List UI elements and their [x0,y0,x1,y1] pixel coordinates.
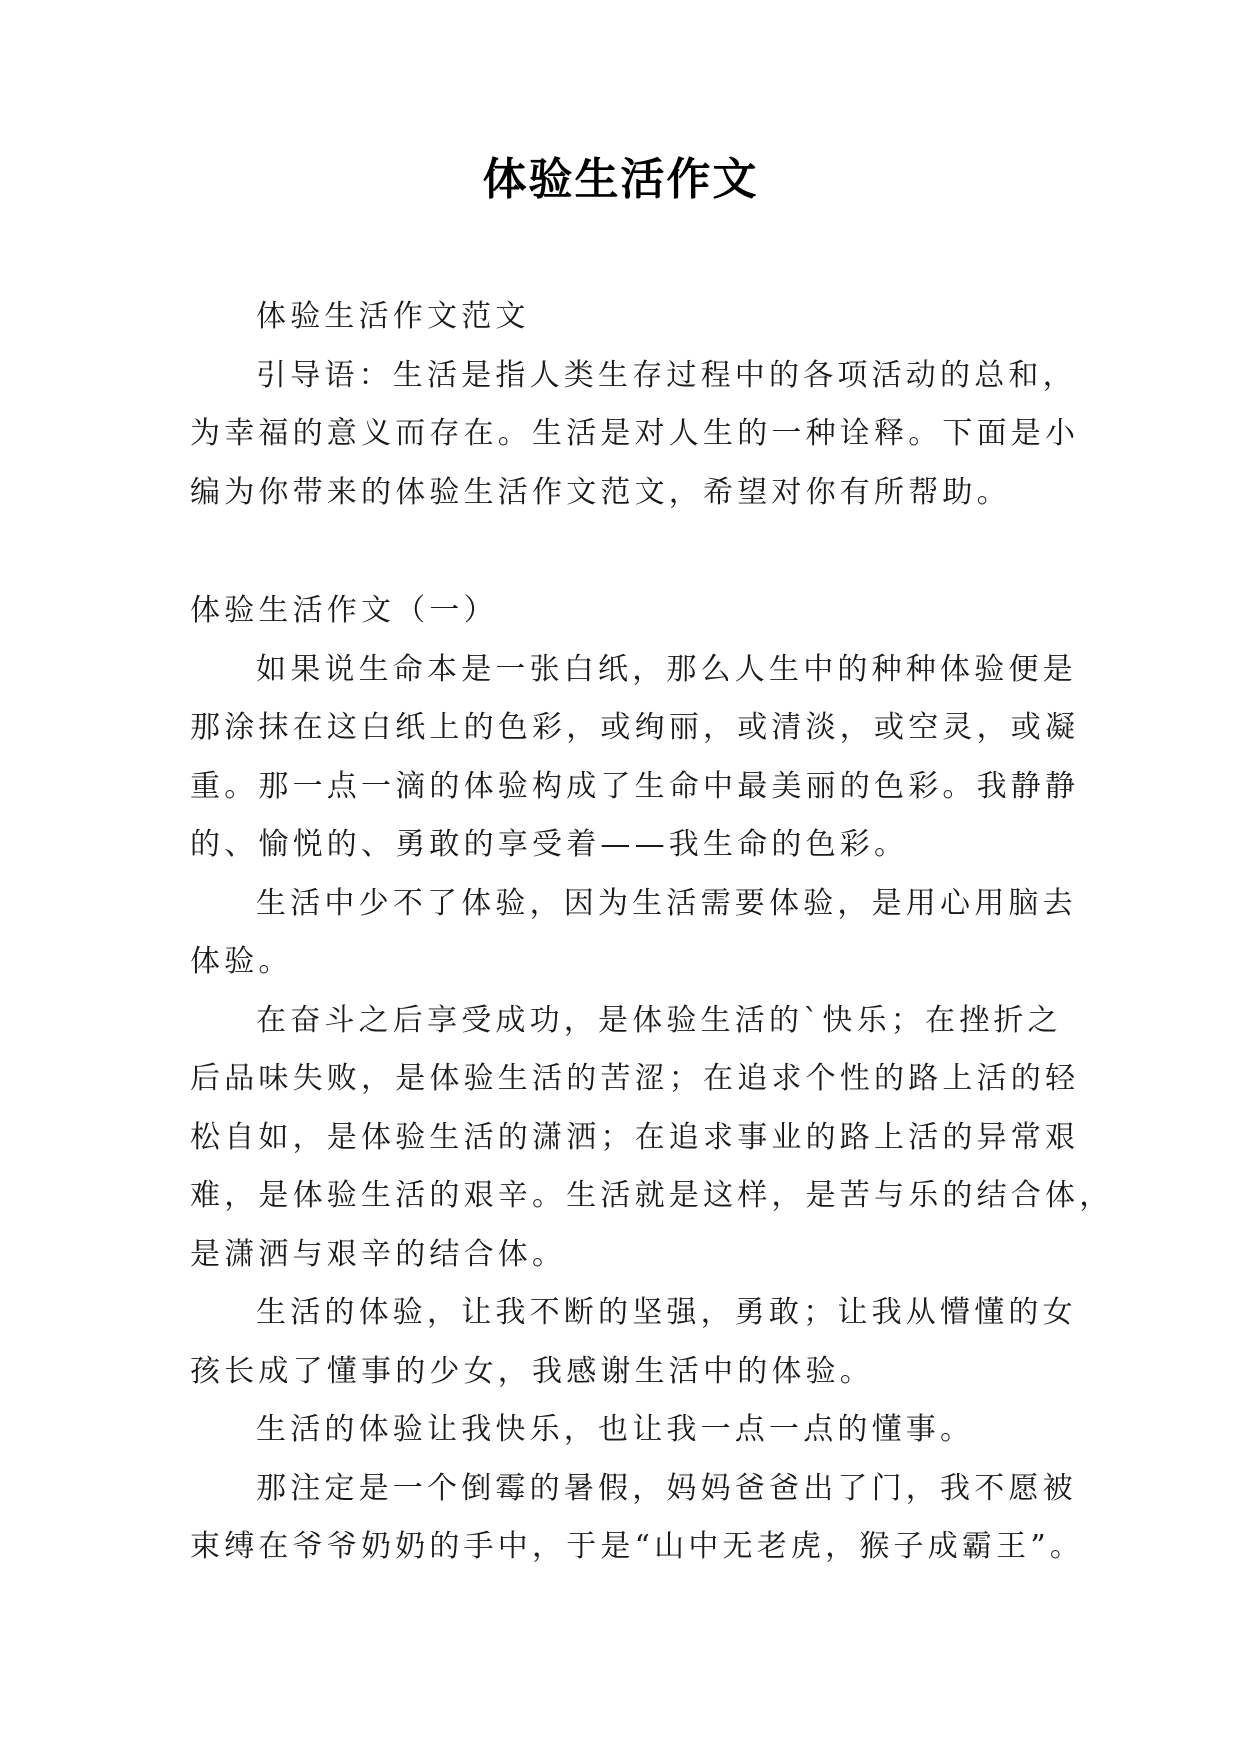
text-line: 束缚在爷爷奶奶的手中，于是“山中无老虎，猴子成霸王”。 [190,1529,1085,1564]
document-title: 体验生活作文 [482,154,759,205]
text-line: 的、愉悦的、勇敢的享受着——我生命的色彩。 [190,827,909,862]
paragraph-gap [190,522,1070,582]
text-line: 松自如，是体验生活的潇洒；在追求事业的路上活的异常艰 [190,1119,1080,1155]
text-line: 后品味失败，是体验生活的苦涩；在追求个性的路上活的轻 [190,1061,1080,1096]
text-line: 如果说生命本是一张白纸，那么人生中的种种体验便是 [256,651,1077,687]
text-line: 孩长成了懂事的少女，我感谢生活中的体验。 [190,1353,874,1389]
text-line: 生活的体验让我快乐，也让我一点一点的懂事。 [256,1412,975,1447]
text-line: 引导语：生活是指人类生存过程中的各项活动的总和， [256,357,1077,393]
text-line: 是潇洒与艰辛的结合体。 [190,1236,567,1272]
document-body [190,288,1114,1577]
text-line: 编为你带来的体验生活作文范文，希望对你有所帮助。 [190,474,1011,510]
text-line: 那注定是一个倒霉的暑假，妈妈爸爸出了门，我不愿被 [256,1470,1077,1506]
text-line: 生活的体验，让我不断的坚强，勇敢；让我从懵懂的女 [256,1295,1077,1330]
text-line: 在奋斗之后享受成功，是体验生活的`快乐；在挫折之 [256,1002,1062,1038]
text-line: 重。那一点一滴的体验构成了生命中最美丽的色彩。我静静 [190,768,1080,804]
text-line: 那涂抹在这白纸上的色彩，或绚丽，或清淡，或空灵，或凝 [190,710,1080,745]
text-line: 难，是体验生活的艰辛。生活就是这样，是苦与乐的结合体， [190,1178,1114,1213]
section-heading: 体验生活作文（一） [190,593,498,628]
text-line: 体验。 [190,944,293,979]
text-line: 为幸福的意义而存在。生活是对人生的一种诠释。下面是小 [190,416,1080,451]
text-line: 生活中少不了体验，因为生活需要体验，是用心用脑去 [256,885,1077,921]
subtitle-line: 体验生活作文范文 [256,299,530,334]
